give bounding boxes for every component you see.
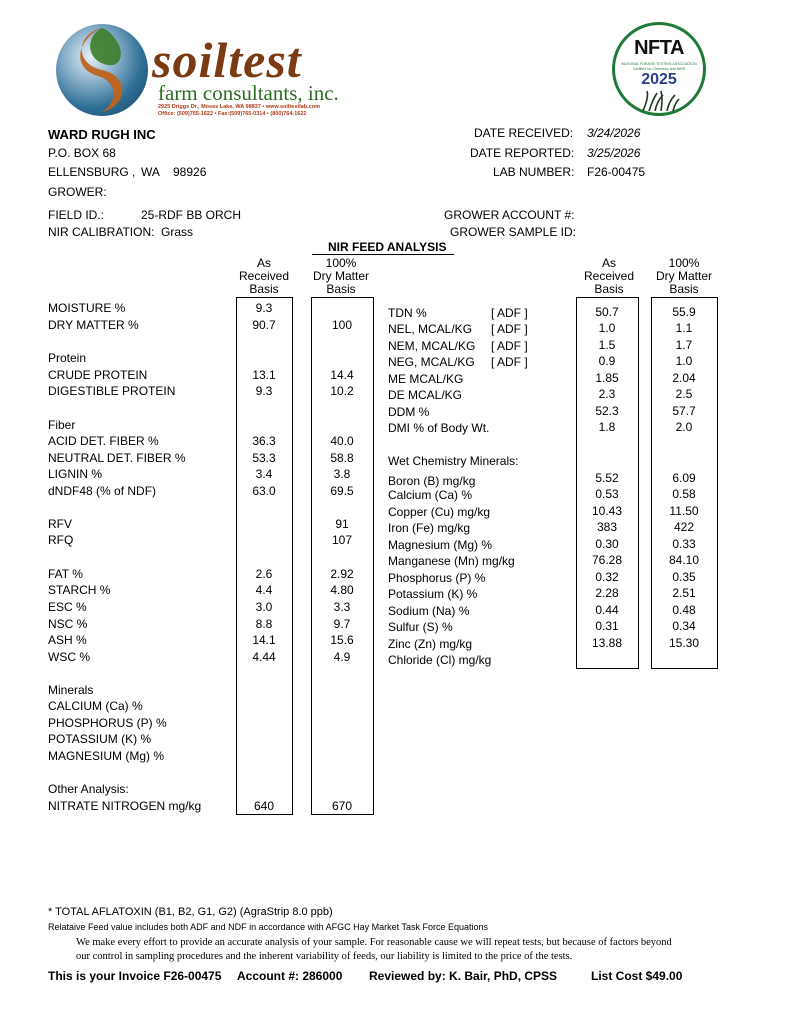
row-dry-matter: 40.0	[330, 434, 354, 448]
row-label: ME MCAL/KG	[388, 372, 464, 386]
client-address: P.O. BOX 68	[48, 146, 116, 160]
section-label: Minerals	[48, 683, 94, 697]
row-label: Sulfur (S) %	[388, 620, 453, 634]
row-label: ESC %	[48, 600, 87, 614]
table-row	[48, 467, 102, 481]
field-id-label: FIELD ID.:	[48, 208, 105, 222]
row-as-received: 52.3	[595, 404, 619, 418]
row-dry-matter: 15.30	[668, 636, 700, 650]
nfta-title: NFTA	[634, 37, 684, 59]
row-method: [ ADF ]	[491, 322, 528, 336]
left-dm-header: 100% Dry Matter Basis	[312, 256, 369, 296]
field-id-value: 25-RDF BB ORCH	[141, 208, 242, 222]
row-dry-matter: 91	[335, 517, 349, 531]
row-label: Sodium (Na) %	[388, 604, 470, 618]
row-as-received: 50.7	[595, 305, 619, 319]
row-dry-matter: 69.5	[330, 484, 354, 498]
row-as-received: 0.9	[598, 354, 616, 368]
row-label: ACID DET. FIBER %	[48, 434, 159, 448]
row-as-received: 1.8	[598, 420, 616, 434]
table-row	[48, 451, 186, 465]
row-dry-matter: 9.7	[333, 617, 351, 631]
right-dm-header: 100% Dry Matter Basis	[655, 256, 712, 296]
row-label: RFV	[48, 517, 72, 531]
table-row	[48, 583, 110, 597]
date-received-value: 3/24/2026	[587, 126, 641, 140]
row-dry-matter: 2.0	[675, 420, 693, 434]
row-label: Manganese (Mn) mg/kg	[388, 554, 515, 568]
list-cost: List Cost $49.00	[591, 969, 683, 983]
row-label: NEM, MCAL/KG	[388, 339, 476, 353]
left-ar-header: As Received Basis	[238, 256, 290, 296]
right-dm-border-left	[651, 297, 652, 669]
section-title-underline	[312, 254, 454, 255]
row-dry-matter: 15.6	[330, 633, 354, 647]
row-dry-matter: 0.35	[672, 570, 696, 584]
row-label: DRY MATTER %	[48, 318, 139, 332]
row-as-received: 14.1	[252, 633, 276, 647]
rfv-note: Relataive Feed value includes both ADF and NDF in accordance with AFGC Hay Market Task Force Equations	[48, 922, 489, 932]
row-as-received: 0.53	[595, 487, 619, 501]
row-dry-matter: 0.34	[672, 619, 696, 633]
row-as-received: 53.3	[252, 451, 276, 465]
table-row	[48, 799, 201, 813]
row-as-received: 640	[253, 799, 275, 813]
row-as-received: 1.5	[598, 338, 616, 352]
disclaimer-line-2: our control in sampling procedures and the inherent variability of feeds, our liability is limited to the price of the tests.	[76, 951, 573, 962]
right-ar-top	[576, 297, 638, 298]
row-dry-matter: 1.0	[675, 354, 693, 368]
grass-icon	[641, 89, 681, 111]
row-label: NEG, MCAL/KG	[388, 355, 475, 369]
logo-phone: Office: (509)765-1622 • Fax:(509)765-0314 • (800)764-1622	[158, 111, 307, 117]
row-dry-matter: 0.48	[672, 603, 696, 617]
table-row	[48, 368, 147, 382]
row-label: Potassium (K) %	[388, 587, 478, 601]
nfta-ring-text: NATIONAL FORAGE TESTING ASSOCIATION	[621, 62, 697, 66]
table-row: PHOSPHORUS (P) %	[48, 716, 167, 730]
nfta-year: 2025	[641, 71, 677, 88]
right-ar-header: As Received Basis	[583, 256, 635, 296]
row-as-received: 1.0	[598, 321, 616, 335]
lab-number-value: F26-00475	[587, 165, 646, 179]
table-row	[48, 633, 87, 647]
left-dm-top	[311, 297, 373, 298]
table-row	[48, 567, 83, 581]
row-dry-matter: 107	[331, 533, 353, 547]
table-row	[48, 517, 72, 531]
table-row	[48, 318, 139, 332]
row-as-received: 4.44	[252, 650, 276, 664]
right-dm-border-right	[717, 297, 718, 669]
row-dry-matter: 11.50	[669, 504, 699, 518]
section-label: Protein	[48, 351, 87, 365]
row-dry-matter: 0.58	[672, 487, 696, 501]
client-city: ELLENSBURG ,	[48, 165, 136, 179]
row-dry-matter: 57.7	[672, 404, 696, 418]
section-label: Wet Chemistry Minerals:	[388, 454, 519, 468]
row-label: FAT %	[48, 567, 83, 581]
row-method: [ ADF ]	[491, 306, 528, 320]
table-row: POTASSIUM (K) %	[48, 732, 152, 746]
row-label: TDN %	[388, 306, 427, 320]
row-dry-matter: 2.92	[330, 567, 354, 581]
row-method: [ ADF ]	[491, 339, 528, 353]
row-dry-matter: 58.8	[330, 451, 354, 465]
logo-name: soiltest	[152, 32, 302, 88]
row-label: MOISTURE %	[48, 301, 126, 315]
row-dry-matter: 2.51	[672, 586, 696, 600]
table-row	[48, 650, 90, 664]
row-label: NITRATE NITROGEN mg/kg	[48, 799, 202, 813]
row-as-received: 3.0	[255, 600, 273, 614]
row-label: DIGESTIBLE PROTEIN	[48, 384, 176, 398]
row-as-received: 9.3	[255, 384, 273, 398]
row-label: dNDF48 (% of NDF)	[48, 484, 157, 498]
soiltest-logo-swirl	[56, 24, 148, 116]
row-label: Phosphorus (P) %	[388, 571, 486, 585]
row-dry-matter: 10.2	[330, 384, 354, 398]
table-row	[48, 434, 159, 448]
table-row	[48, 533, 73, 547]
row-method: [ ADF ]	[491, 355, 528, 369]
row-as-received: 383	[596, 520, 618, 534]
right-dm-top	[651, 297, 717, 298]
row-label: NEUTRAL DET. FIBER %	[48, 451, 186, 465]
row-as-received: 9.3	[255, 301, 273, 315]
table-row	[48, 617, 87, 631]
row-as-received: 10.43	[591, 504, 623, 518]
row-label: Copper (Cu) mg/kg	[388, 505, 491, 519]
row-label: Calcium (Ca) %	[388, 488, 473, 502]
row-dry-matter: 55.9	[672, 305, 696, 319]
row-label: Boron (B) mg/kg	[388, 474, 476, 488]
section-title: NIR FEED ANALYSIS	[328, 240, 447, 254]
nir-calibration-value: Grass	[161, 225, 194, 239]
row-dry-matter: 1.7	[675, 338, 693, 352]
row-as-received: 4.4	[255, 583, 273, 597]
row-label: NEL, MCAL/KG	[388, 322, 473, 336]
date-reported-label: DATE REPORTED:	[470, 146, 575, 160]
client-state: WA	[141, 165, 160, 179]
left-ar-bottom	[236, 814, 292, 815]
left-dm-border-right	[373, 297, 374, 815]
grower-label: GROWER:	[48, 185, 107, 199]
table-row	[48, 484, 156, 498]
grower-sample-label: GROWER SAMPLE ID:	[450, 225, 577, 239]
logo-subtitle: farm consultants, inc.	[158, 81, 339, 105]
right-ar-border-right	[638, 297, 639, 669]
right-dm-bottom	[651, 668, 717, 669]
row-dry-matter: 4.9	[333, 650, 351, 664]
row-dry-matter: 0.33	[672, 537, 696, 551]
left-dm-bottom	[311, 814, 373, 815]
row-label: NSC %	[48, 617, 88, 631]
row-as-received: 36.3	[252, 434, 276, 448]
date-received-label: DATE RECEIVED:	[474, 126, 574, 140]
grower-account-label: GROWER ACCOUNT #:	[444, 208, 575, 222]
row-as-received: 2.3	[598, 387, 616, 401]
row-as-received: 76.28	[591, 553, 623, 567]
left-ar-top	[236, 297, 292, 298]
row-label: DMI % of Body Wt.	[388, 421, 490, 435]
section-label: Other Analysis:	[48, 782, 129, 796]
invoice-text: This is your Invoice F26-00475	[48, 969, 222, 983]
row-label: Iron (Fe) mg/kg	[388, 521, 471, 535]
table-row	[48, 600, 87, 614]
row-dry-matter: 3.3	[333, 600, 351, 614]
row-dry-matter: 670	[331, 799, 353, 813]
row-as-received: 0.32	[595, 570, 619, 584]
row-dry-matter: 6.09	[672, 471, 696, 485]
row-dry-matter: 100	[331, 318, 353, 332]
row-as-received: 8.8	[255, 617, 273, 631]
row-as-received: 2.6	[255, 567, 273, 581]
account-number: Account #: 286000	[237, 969, 343, 983]
section-label: Fiber	[48, 418, 76, 432]
row-dry-matter: 3.8	[333, 467, 351, 481]
row-label: DE MCAL/KG	[388, 388, 463, 402]
row-as-received: 13.88	[591, 636, 623, 650]
nir-calibration-label: NIR CALIBRATION:	[48, 225, 155, 239]
disclaimer-line-1: We make every effort to provide an accurate analysis of your sample. For reasonable cause we will repeat tests, but because of factors beyond	[76, 937, 672, 948]
lab-number-label: LAB NUMBER:	[493, 165, 575, 179]
row-as-received: 13.1	[252, 368, 276, 382]
client-name: WARD RUGH INC	[48, 127, 156, 142]
right-ar-bottom	[576, 668, 638, 669]
table-row	[48, 384, 175, 398]
row-as-received: 0.31	[595, 619, 619, 633]
row-as-received: 2.28	[595, 586, 619, 600]
reviewed-by: Reviewed by: K. Bair, PhD, CPSS	[369, 969, 558, 983]
client-zip: 98926	[173, 165, 207, 179]
aflatoxin-note: * TOTAL AFLATOXIN (B1, B2, G1, G2) (AgraStrip 8.0 ppb)	[48, 906, 333, 918]
row-label: STARCH %	[48, 583, 111, 597]
logo-address: 2925 Driggs Dr., Moses Lake, WA 98837 • www.soiltestlab.com	[158, 104, 320, 110]
row-dry-matter: 2.04	[672, 371, 696, 385]
row-label: ASH %	[48, 633, 87, 647]
row-dry-matter: 4.80	[330, 583, 354, 597]
row-dry-matter: 14.4	[330, 368, 354, 382]
nfta-certified: Certified for Chemistry and NIRS	[632, 67, 686, 71]
row-label: DDM %	[388, 405, 430, 419]
row-as-received: 0.44	[595, 603, 619, 617]
row-dry-matter: 1.1	[675, 321, 693, 335]
row-label: Chloride (Cl) mg/kg	[388, 653, 492, 667]
row-as-received: 90.7	[252, 318, 276, 332]
table-row: MAGNESIUM (Mg) %	[48, 749, 165, 763]
row-label: WSC %	[48, 650, 90, 664]
row-as-received: 63.0	[252, 484, 276, 498]
row-label: RFQ	[48, 533, 74, 547]
table-row: CALCIUM (Ca) %	[48, 699, 143, 713]
row-as-received: 0.30	[595, 537, 619, 551]
row-as-received: 3.4	[255, 467, 273, 481]
row-label: Magnesium (Mg) %	[388, 538, 493, 552]
row-label: Zinc (Zn) mg/kg	[388, 637, 473, 651]
row-label: CRUDE PROTEIN	[48, 368, 148, 382]
row-as-received: 1.85	[595, 371, 619, 385]
date-reported-value: 3/25/2026	[587, 146, 641, 160]
table-row	[48, 301, 125, 315]
row-dry-matter: 2.5	[675, 387, 693, 401]
row-label: LIGNIN %	[48, 467, 103, 481]
row-as-received: 5.52	[595, 471, 619, 485]
row-dry-matter: 422	[673, 520, 695, 534]
row-dry-matter: 84.10	[668, 553, 700, 567]
nfta-seal	[612, 22, 706, 116]
